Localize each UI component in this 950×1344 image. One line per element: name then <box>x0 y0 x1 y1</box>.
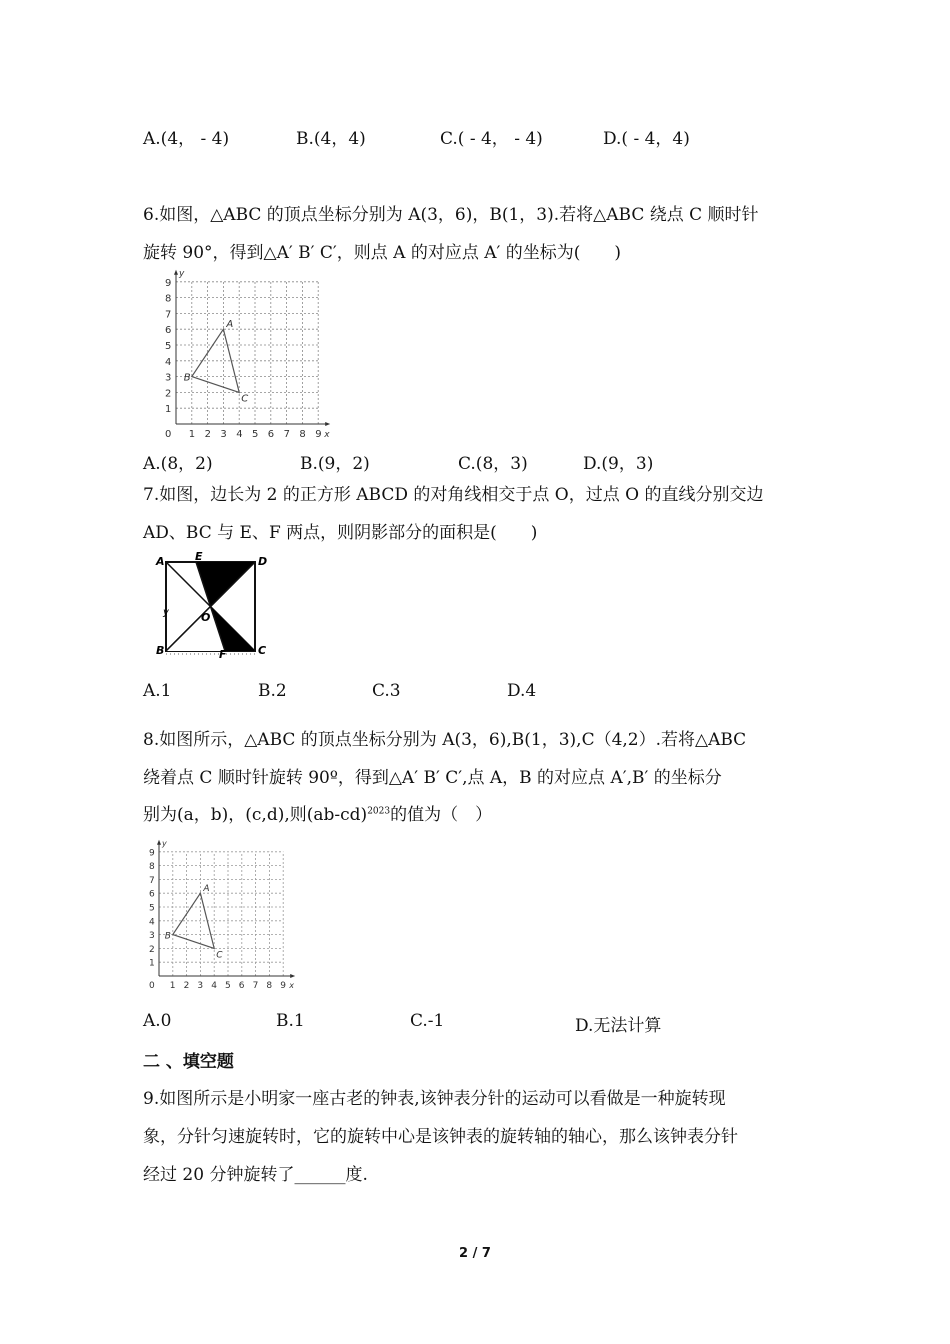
q6-text-line1: 6.如图，△ABC 的顶点坐标分别为 A(3，6)，B(1，3).若将△ABC 绕点 C 顺时针 <box>143 205 759 225</box>
y-tick-label: 7 <box>165 309 172 321</box>
x-tick-label: 4 <box>211 981 217 991</box>
y-tick-label: 3 <box>165 372 172 384</box>
y-tick-label: 8 <box>165 293 172 305</box>
q7-text-line2: AD、BC 与 E、F 两点，则阴影部分的面积是( ) <box>143 523 538 543</box>
q7-text-line1: 7.如图，边长为 2 的正方形 ABCD 的对角线相交于点 O，过点 O 的直线分别交边 <box>143 485 764 505</box>
x-tick-label: 5 <box>252 429 259 440</box>
x-tick-label: 0 <box>165 429 172 440</box>
y-tick-label: 4 <box>149 917 155 928</box>
label-b: B <box>156 644 165 657</box>
label-o: O <box>201 611 211 624</box>
y-axis-label: y <box>162 838 167 848</box>
q6-option-d: D.(9，3) <box>583 454 654 474</box>
label-a: A <box>156 555 165 568</box>
q8-option-a: A.0 <box>143 1011 172 1031</box>
q5-option-c: C.( - 4， - 4) <box>440 129 543 149</box>
q8-text-line3 <box>143 800 492 825</box>
y-tick-label: 1 <box>149 958 155 969</box>
q6-option-b: B.(9，2) <box>300 454 370 474</box>
q5-option-b: B.(4，4) <box>296 129 366 149</box>
x-axis-label: x <box>289 981 294 990</box>
x-tick-label: 8 <box>299 429 306 440</box>
q8-line3-suffix: 的值为（ ） <box>390 805 493 825</box>
x-tick-label: 9 <box>280 981 286 991</box>
vertex-label-c: C <box>241 393 249 405</box>
q8-exponent: 2023 <box>367 806 391 817</box>
y-tick-label: 8 <box>149 862 155 873</box>
y-tick-label: 5 <box>149 903 155 914</box>
q8-coordinate-figure <box>141 838 311 994</box>
page-number: 2 / 7 <box>459 1246 491 1261</box>
q8-text-line1: 8.如图所示，△ABC 的顶点坐标分别为 A(3，6),B(1，3),C（4,2）.若将△ABC <box>143 730 747 750</box>
q6-option-a: A.(8，2) <box>143 454 213 474</box>
q8-option-b: B.1 <box>276 1011 305 1031</box>
x-tick-label: 2 <box>183 981 190 991</box>
vertex-label-c: C <box>216 950 223 961</box>
q7-square-figure <box>152 548 270 660</box>
y-tick-label: 2 <box>149 944 155 955</box>
x-tick-label: 7 <box>252 981 259 991</box>
x-tick-label: 6 <box>238 981 245 991</box>
label-f: F <box>219 648 227 660</box>
vertex-label-a: A <box>203 884 210 895</box>
q7-option-d: D.4 <box>507 681 537 701</box>
y-axis-arrow <box>174 270 178 275</box>
q6-coordinate-figure <box>152 266 337 440</box>
x-tick-label: 0 <box>149 981 155 991</box>
q8-line3-prefix: 别为(a，b)，(c,d),则(ab-cd) <box>143 805 368 825</box>
vertex-label-a: A <box>226 319 234 331</box>
q7-option-c: C.3 <box>372 681 401 701</box>
y-axis-arrow <box>157 840 161 845</box>
y-tick-label: 1 <box>165 404 172 416</box>
q8-text-line2: 绕着点 C 顺时针旋转 90º，得到△A′ B′ C′,点 A，B 的对应点 A′,B′ 的坐标分 <box>143 768 722 788</box>
section-title: 二 、填空题 <box>143 1052 234 1072</box>
y-tick-label: 9 <box>165 277 172 289</box>
q5-option-a: A.(4， - 4) <box>143 129 230 149</box>
x-tick-label: 4 <box>236 429 243 440</box>
label-c: C <box>258 644 267 657</box>
x-axis-arrow <box>325 422 330 426</box>
q8-option-d: D.无法计算 <box>575 1016 662 1036</box>
vertex-label-b: B <box>164 931 171 942</box>
x-tick-label: 1 <box>188 429 196 440</box>
x-tick-label: 9 <box>315 429 322 440</box>
q5-option-d: D.( - 4，4) <box>603 129 690 149</box>
q7-option-b: B.2 <box>258 681 287 701</box>
q6-text-line2: 旋转 90°，得到△A′ B′ C′，则点 A 的对应点 A′ 的坐标为( ) <box>143 243 622 263</box>
q9-text-line2: 象，分针匀速旋转时，它的旋转中心是该钟表的旋转轴的轴心，那么该钟表分针 <box>143 1127 738 1147</box>
x-tick-label: 3 <box>220 429 227 440</box>
y-tick-label: 6 <box>149 889 155 900</box>
y-tick-label: 9 <box>149 848 155 859</box>
x-tick-label: 7 <box>283 429 290 440</box>
label-y: y <box>163 607 169 618</box>
vertex-label-b: B <box>183 372 191 384</box>
y-tick-label: 7 <box>149 875 155 886</box>
q9-text-line3: 经过 20 分钟旋转了______度. <box>143 1165 368 1185</box>
x-tick-label: 8 <box>266 981 273 991</box>
q8-option-c: C.-1 <box>410 1011 445 1031</box>
y-tick-label: 5 <box>165 341 172 352</box>
x-tick-label: 2 <box>204 429 211 440</box>
x-tick-label: 1 <box>169 981 176 991</box>
x-axis-arrow <box>290 974 295 978</box>
y-tick-label: 6 <box>165 325 172 337</box>
y-tick-label: 3 <box>149 931 155 942</box>
q7-option-a: A.1 <box>143 681 172 701</box>
q9-text-line1: 9.如图所示是小明家一座古老的钟表,该钟表分针的运动可以看做是一种旋转现 <box>143 1089 726 1109</box>
label-e: E <box>195 550 203 563</box>
x-tick-label: 6 <box>267 429 275 440</box>
y-axis-label: y <box>179 268 185 279</box>
x-axis-label: x <box>324 430 330 440</box>
y-tick-label: 2 <box>165 388 172 400</box>
y-tick-label: 4 <box>165 356 172 368</box>
label-d: D <box>258 555 268 568</box>
x-tick-label: 5 <box>225 981 231 991</box>
q6-option-c: C.(8，3) <box>458 454 528 474</box>
x-tick-label: 3 <box>197 981 204 991</box>
